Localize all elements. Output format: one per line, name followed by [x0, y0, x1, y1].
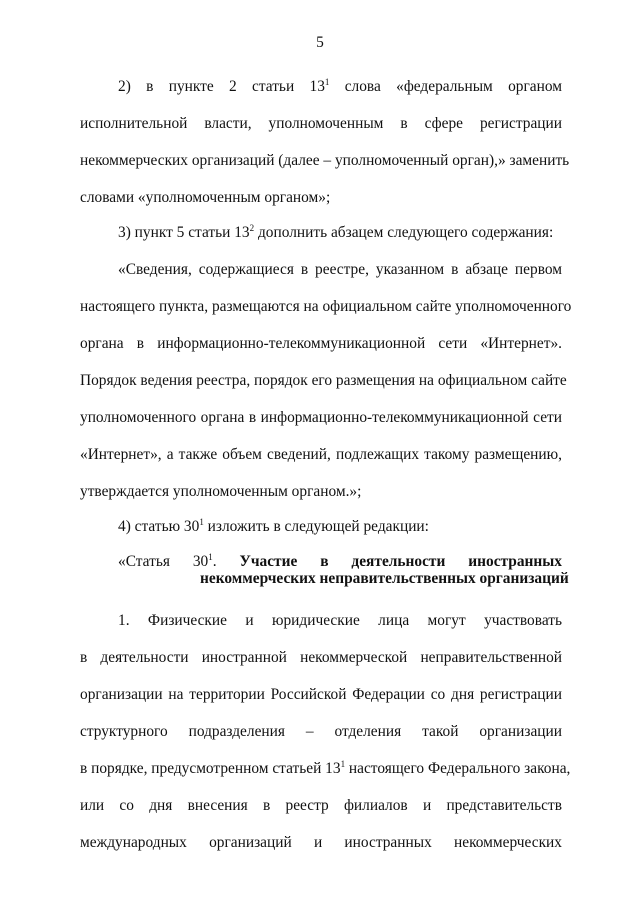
quote-line-6: «Интернет», а также объем сведений, подлежащих такому размещению, [80, 446, 562, 463]
p2-line-2: исполнительной власти, уполномоченным в сфере регистрации [80, 115, 562, 132]
quote-line-1: «Сведения, содержащиеся в реестре, указанном в абзаце первом [118, 261, 562, 278]
item1-line-3: организации на территории Российской Федерации со дня регистрации [80, 686, 562, 703]
article-heading-line-2: некоммерческих неправительственных организаций [200, 570, 569, 587]
article-title-part-1: Участие в деятельности иностранных [239, 553, 562, 570]
item1-line-2: в деятельности иностранной некоммерческой неправительственной [80, 649, 562, 666]
quote-line-3: органа в информационно-телекоммуникационной сети «Интернет». [80, 335, 562, 352]
p4-line-1: 4) статью $30^1$ изложить в следующей редакции: [118, 517, 429, 535]
item1-line-1: 1. Физические и юридические лица могут участвовать [118, 612, 562, 629]
quote-line-7: утверждается уполномоченным органом.»; [80, 483, 362, 500]
item1-line-6: или со дня внесения в реестр филиалов и представительств [80, 797, 562, 814]
p2-line-3: некоммерческих организаций (далее – уполномоченный орган),» заменить [80, 152, 570, 169]
item1-line-7: международных организаций и иностранных некоммерческих [80, 834, 562, 851]
p2-line-1: 2) в пункте 2 статьи $13^1$ слова «федеральным органом [118, 77, 562, 95]
quote-line-4: Порядок ведения реестра, порядок его размещения на официальном сайте [80, 372, 567, 389]
item1-line-5: в порядке, предусмотренном статьей $13^1$ настоящего Федерального закона, [80, 759, 571, 777]
quote-line-2: настоящего пункта, размещаются на официальном сайте уполномоченного [80, 298, 572, 315]
article-heading-line-1: «Статья $30^1$. Участие в деятельности иностранных [118, 552, 562, 570]
page-number: 5 [316, 34, 324, 51]
p3-line-1: 3) пункт 5 статьи $13^2$ дополнить абзацем следующего содержания: [118, 223, 554, 241]
quote-line-5: уполномоченного органа в информационно-телекоммуникационной сети [80, 409, 562, 426]
p2-line-4: словами «уполномоченным органом»; [80, 189, 331, 206]
item1-line-4: структурного подразделения – отделения такой организации [80, 723, 562, 740]
